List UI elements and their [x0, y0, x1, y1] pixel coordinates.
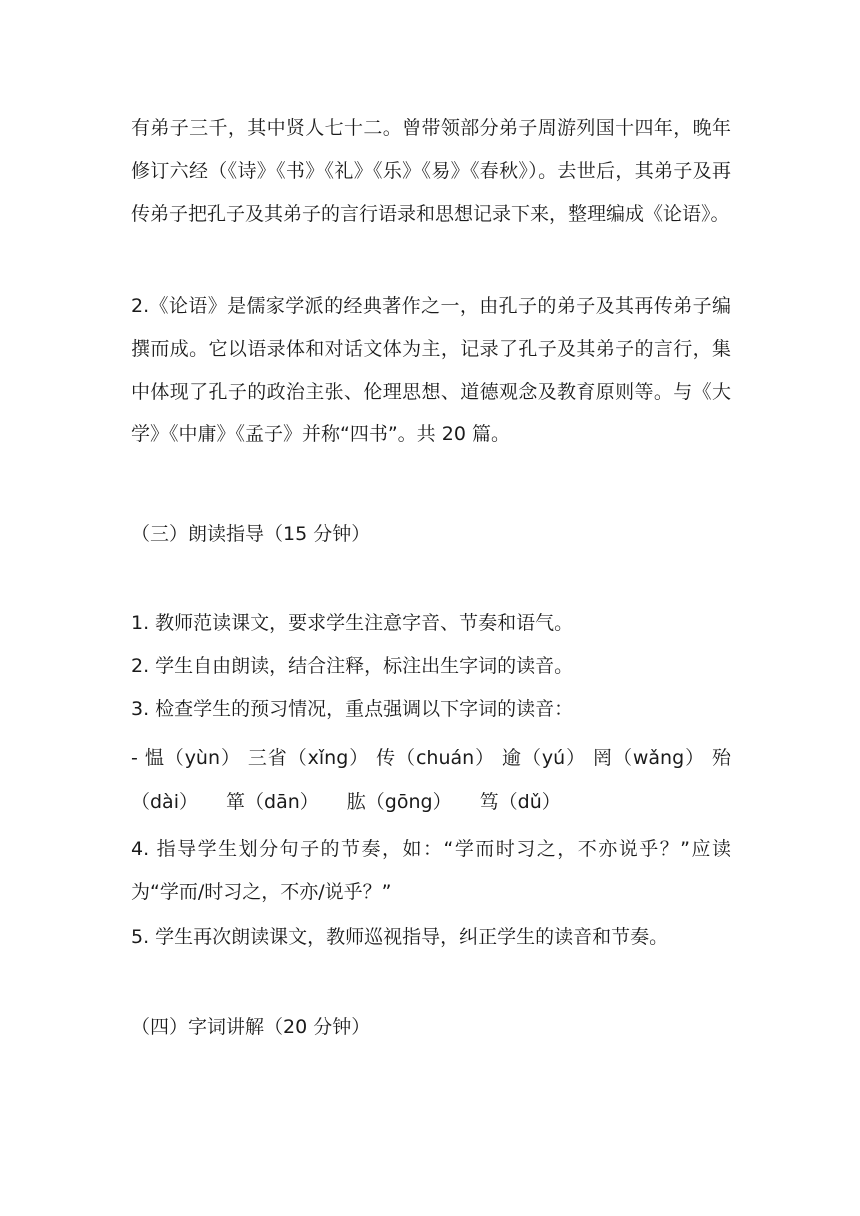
section-heading-vocabulary: （四）字词讲解（20 分钟） — [131, 1016, 371, 1038]
pronunciation-list-line-1: - 愠（yùn） 三省（xǐng） 传（chuán） 逾（yú） 罔（wǎng） 殆 — [131, 747, 731, 769]
section-heading-reading-guide: （三）朗读指导（15 分钟） — [131, 523, 371, 545]
list-item-free-reading: 2. 学生自由朗读，结合注释，标注出生字词的读音。 — [131, 655, 574, 677]
list-item-reread: 5. 学生再次朗读课文，教师巡视指导，纠正学生的读音和节奏。 — [131, 926, 669, 948]
pronunciation-list-line-2: （dài） 箪（dān） 肱（gōng） 笃（dǔ） — [131, 791, 561, 813]
list-item-rhythm-division: 4. 指导学生划分句子的节奏，如：“学而时习之，不亦说乎？”应读为“学而/时习之，不亦/说乎？” — [131, 838, 731, 903]
list-item-teacher-reading: 1. 教师范读课文，要求学生注意字音、节奏和语气。 — [131, 612, 574, 634]
paragraph-lunyu-intro: 2.《论语》是儒家学派的经典著作之一，由孔子的弟子及其再传弟子编撰而成。它以语录体和对话文体为主，记录了孔子及其弟子的言行，集中体现了孔子的政治主张、伦理思想、道德观念及教育原则等。与《大学》《中庸》《孟子》并称“四书”。共 20 篇。 — [131, 295, 731, 446]
paragraph-confucius-bio: 有弟子三千，其中贤人七十二。曾带领部分弟子周游列国十四年，晚年修订六经（《诗》《书》《礼》《乐》《易》《春秋》）。去世后，其弟子及再传弟子把孔子及其弟子的言行语录和思想记录下来，整理编成《论语》。 — [131, 117, 731, 225]
list-item-preview-check: 3. 检查学生的预习情况，重点强调以下字词的读音： — [131, 698, 574, 720]
